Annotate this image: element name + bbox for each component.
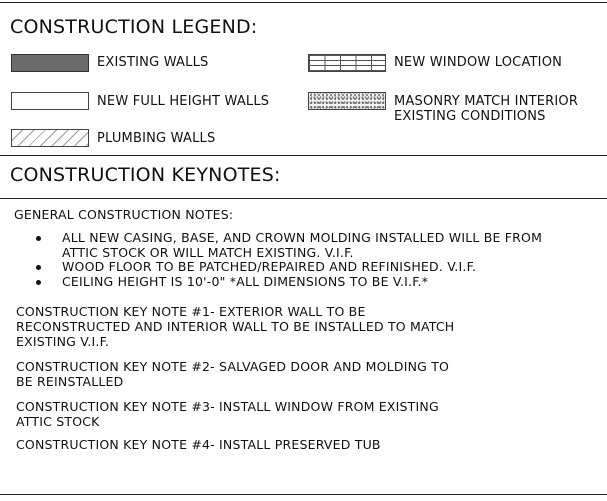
new-window-location-label: NEW WINDOW LOCATION [394,55,563,70]
new-window-location-swatch [308,54,386,72]
legend-title: CONSTRUCTION LEGEND: [10,16,258,38]
masonry-swatch [308,92,386,110]
general-note [36,231,582,260]
new-full-height-walls-swatch [11,92,89,110]
general-note-text: ALL NEW CASING, BASE, AND CROWN MOLDING INSTALLED WILL BE FROM ATTIC STOCK OR WILL MATCH EXISTING. V.I.F. [62,230,543,260]
masonry-label: MASONRY MATCH INTERIOR EXISTING CONDITIONS [394,94,579,124]
existing-walls-label: EXISTING WALLS [97,55,209,70]
bullet-icon [36,265,41,270]
general-note [36,275,582,290]
keynotes-title: CONSTRUCTION KEYNOTES: [10,164,281,186]
top-border [0,2,607,3]
general-note-text: WOOD FLOOR TO BE PATCHED/REPAIRED AND REFINISHED. V.I.F. [62,259,477,274]
key-note-3: CONSTRUCTION KEY NOTE #3- INSTALL WINDOW FROM EXISTING ATTIC STOCK [16,399,439,429]
section-divider [0,155,607,156]
plumbing-walls-label: PLUMBING WALLS [97,131,216,146]
bottom-border [0,494,607,495]
general-note-text: CEILING HEIGHT IS 10'-0" *ALL DIMENSIONS TO BE V.I.F.* [62,273,429,289]
bullet-icon [36,280,41,285]
bullet-icon [36,236,41,241]
new-full-height-walls-label: NEW FULL HEIGHT WALLS [97,94,270,109]
key-note-2: CONSTRUCTION KEY NOTE #2- SALVAGED DOOR AND MOLDING TO BE REINSTALLED [16,359,450,389]
plumbing-walls-swatch [11,129,89,147]
existing-walls-swatch [11,54,89,72]
general-note [36,260,582,275]
key-note-4: CONSTRUCTION KEY NOTE #4- INSTALL PRESERVED TUB [16,437,381,452]
key-note-1: CONSTRUCTION KEY NOTE #1- EXTERIOR WALL TO BE RECONSTRUCTED AND INTERIOR WALL TO BE INSTALLED TO MATCH EXISTING V.I.F. [16,304,455,349]
general-notes-list [36,231,582,289]
keynotes-divider [0,198,607,199]
general-notes-heading: GENERAL CONSTRUCTION NOTES: [14,207,234,222]
